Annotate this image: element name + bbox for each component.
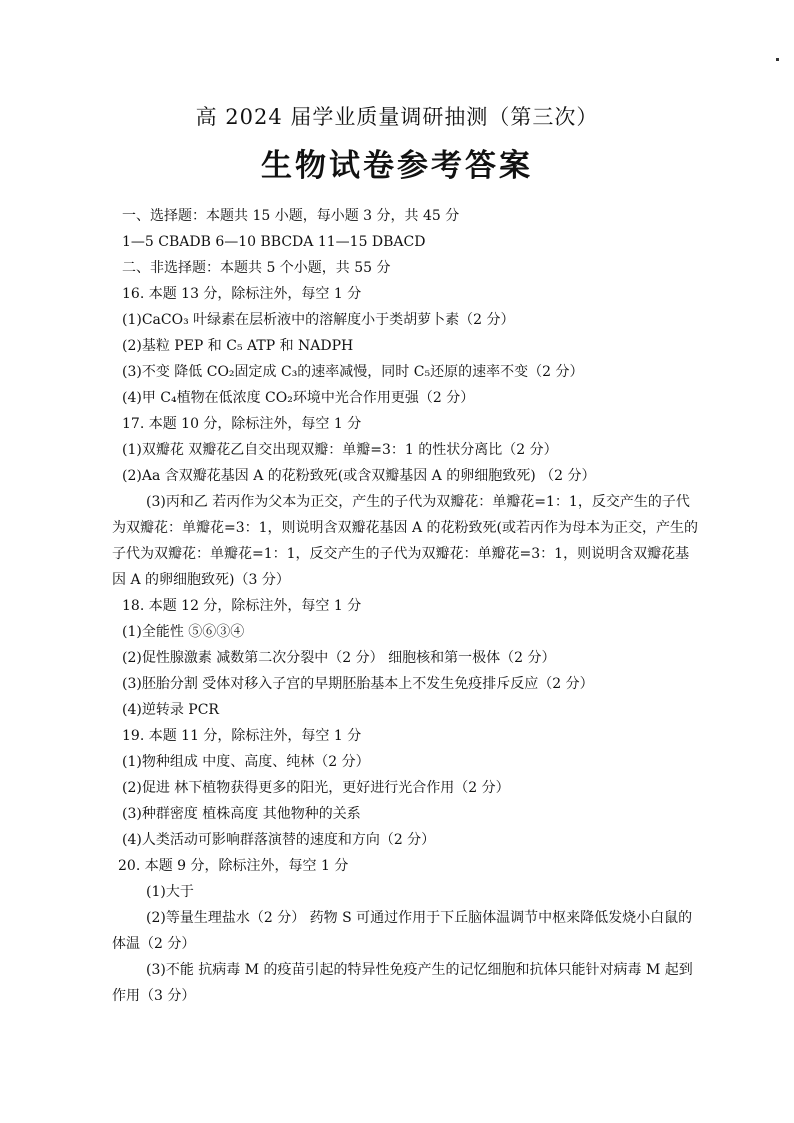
q16-part-2: (2)基粒 PEP 和 C₅ ATP 和 NADPH [122,338,354,354]
q16-part-1: (1)CaCO₃ 叶绿素在层析液中的溶解度小于类胡萝卜素（2 分） [122,312,515,328]
q16-part-4: (4)甲 C₄植物在低浓度 CO₂环境中光合作用更强（2 分） [122,390,475,406]
question-20-heading: 20. 本题 9 分，除标注外，每空 1 分 [118,858,349,874]
q17-part-1: (1)双瓣花 双瓣花乙自交出现双瓣：单瓣=3：1 的性状分离比（2 分） [122,442,558,458]
q19-part-3: (3)种群密度 植株高度 其他物种的关系 [122,806,361,822]
q18-part-4: (4)逆转录 PCR [122,702,219,718]
q20-part-1: (1)大于 [146,884,194,900]
q18-part-1: (1)全能性 ⑤⑥③④ [122,624,245,640]
answer-key-title: 生物试卷参考答案 [261,148,533,184]
question-17-heading: 17. 本题 10 分，除标注外，每空 1 分 [122,416,362,432]
q17-part-3: (3)丙和乙 若丙作为父本为正交，产生的子代为双瓣花：单瓣花=1：1，反交产生的子代为双瓣花：单瓣花=3：1，则说明含双瓣花基因 A 的花粉致死(或若丙作为母本为正交，产生的子代为双瓣花：单瓣花=1：1，反交产生的子代为双瓣花：单瓣花=3：1，则说明含双瓣花基因 A 的卵细胞致死)（3 分） [112,494,699,588]
q19-part-1: (1)物种组成 中度、高度、纯林（2 分） [122,754,370,770]
question-18-heading: 18. 本题 12 分，除标注外，每空 1 分 [122,598,362,614]
q16-part-3: (3)不变 降低 CO₂固定成 C₃的速率减慢，同时 C₅还原的速率不变（2 分） [122,364,584,380]
q18-part-2: (2)促性腺激素 减数第二次分裂中（2 分） 细胞核和第一极体（2 分） [122,650,556,666]
q18-part-3: (3)胚胎分割 受体对移入子宫的早期胚胎基本上不发生免疫排斥反应（2 分） [122,676,594,692]
answer-content [112,203,702,1009]
section-nonchoice-heading: 二、非选择题：本题共 5 个小题，共 55 分 [122,260,391,276]
q20-part-3: (3)不能 抗病毒 M 的疫苗引起的特异性免疫产生的记忆细胞和抗体只能针对病毒 M 起到作用（3 分） [112,962,693,1004]
q20-part-2: (2)等量生理盐水（2 分） 药物 S 可通过作用于下丘脑体温调节中枢来降低发烧小白鼠的体温（2 分） [112,910,693,952]
section-choice-heading: 一、选择题：本题共 15 小题，每小题 3 分，共 45 分 [122,208,460,224]
q17-part-2: (2)Aa 含双瓣花基因 A 的花粉致死(或含双瓣基因 A 的卵细胞致死) （2 分） [122,468,596,484]
question-16-heading: 16. 本题 13 分，除标注外，每空 1 分 [122,286,362,302]
exam-title: 高 2024 届学业质量调研抽测（第三次） [195,105,599,129]
question-19-heading: 19. 本题 11 分，除标注外，每空 1 分 [122,728,362,744]
scan-dot-mark [776,58,779,61]
q19-part-2: (2)促进 林下植物获得更多的阳光，更好进行光合作用（2 分） [122,780,510,796]
q19-part-4: (4)人类活动可影响群落演替的速度和方向（2 分） [122,832,436,848]
choice-answers: 1—5 CBADB 6—10 BBCDA 11—15 DBACD [122,234,426,250]
